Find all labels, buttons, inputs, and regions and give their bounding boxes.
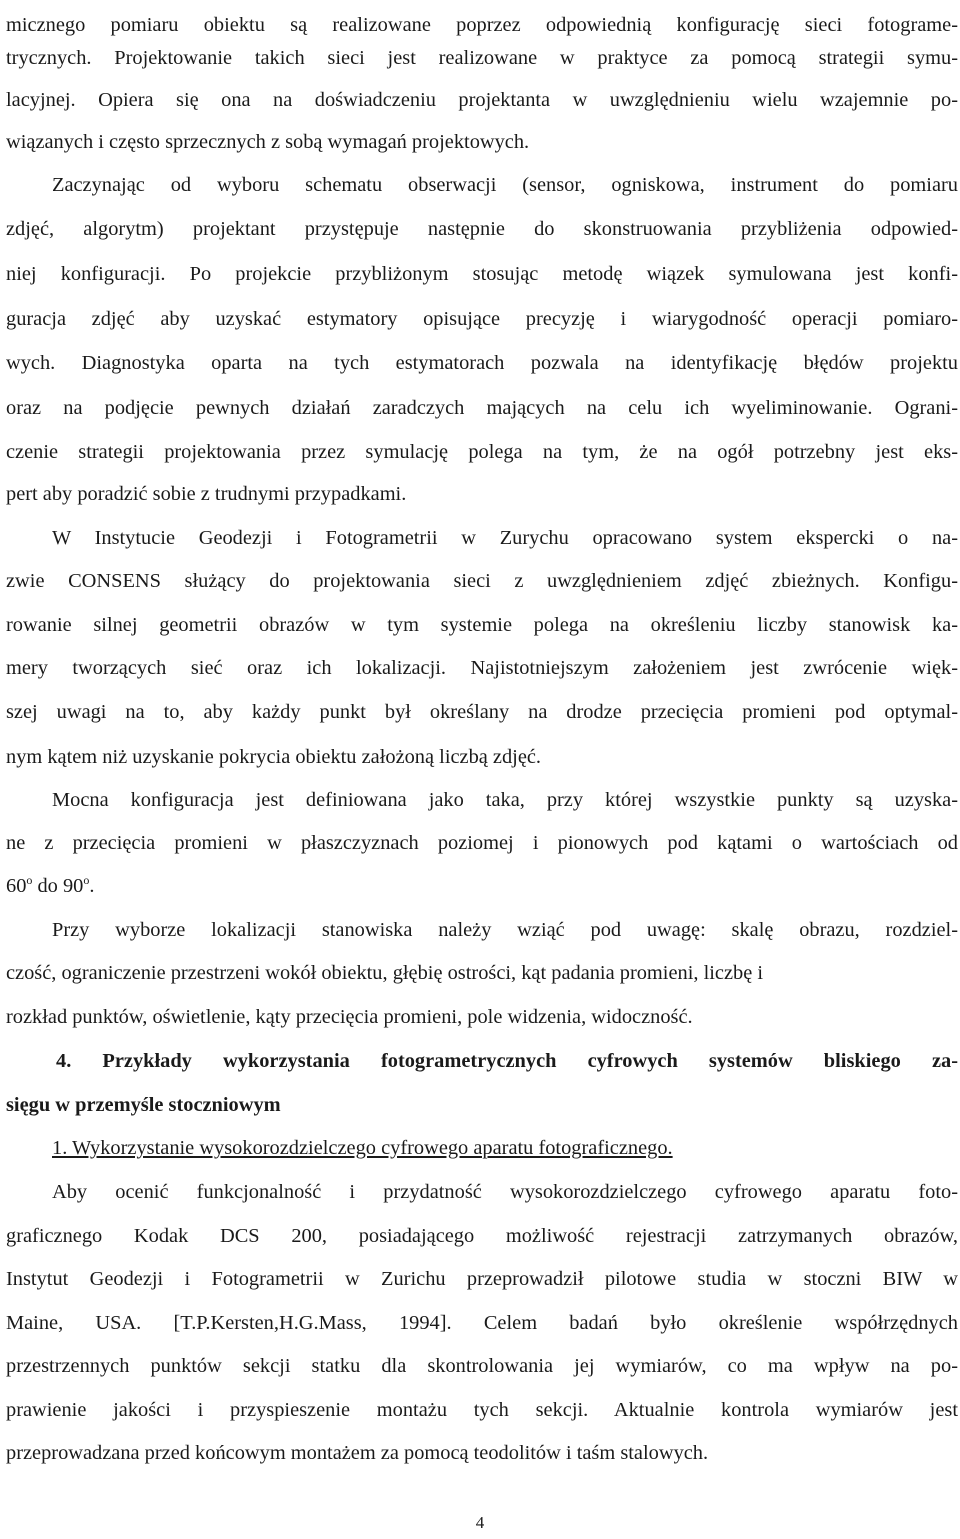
section-heading: 4. Przykłady wykorzystania fotogrametrycznych cyfrowych systemów bliskiego za- (56, 1050, 958, 1072)
text-line: zdjęć, algorytm) projektant przystępuje następnie do skonstruowania przybliżenia odpowied- (6, 218, 958, 240)
text-line: lacyjnej. Opiera się ona na doświadczeniu projektanta w uwzględnieniu wielu wzajemnie po- (6, 89, 958, 111)
angle-end: . (89, 875, 95, 897)
angle-line (6, 865, 958, 907)
text-line: niej konfiguracji. Po projekcie przybliżonym stosując metodę wiązek symulowana jest konfi- (6, 263, 958, 285)
text-line: czość, ograniczenie przestrzeni wokół obiektu, głębię ostrości, kąt padania promieni, liczbę i (6, 962, 764, 984)
text-line: Zaczynając od wyboru schematu obserwacji (sensor, ogniskowa, instrument do pomiaru (52, 174, 958, 196)
text-line: wych. Diagnostyka oparta na tych estymatorach pozwala na identyfikację błędów projektu (6, 352, 958, 374)
text-line: trycznych. Projektowanie takich sieci jest realizowane w praktyce za pomocą strategii symu- (6, 47, 958, 69)
text-line: wiązanych i często sprzecznych z sobą wymagań projektowych. (6, 131, 530, 153)
text-line: graficznego Kodak DCS 200, posiadającego możliwość rejestracji zatrzymanych obrazów, (6, 1225, 958, 1247)
angle-value-1: 60 (6, 875, 27, 897)
angle-connector: do (32, 875, 63, 897)
text-line: rowanie silnej geometrii obrazów w tym systemie polega na określeniu liczby stanowisk ka- (6, 614, 958, 636)
text-line: zwie CONSENS służący do projektowania sieci z uwzględnieniem zdjęć zbieżnych. Konfigu- (6, 570, 958, 592)
text-line: szej uwagi na to, aby każdy punkt był określany na drodze przecięcia promieni pod optymal- (6, 701, 958, 723)
text-line: Przy wyborze lokalizacji stanowiska należy wziąć pod uwagę: skalę obrazu, rozdziel- (52, 919, 958, 941)
angle-value-2: 90 (62, 875, 84, 897)
text-line: Aby ocenić funkcjonalność i przydatność wysokorozdzielczego cyfrowego aparatu foto- (52, 1181, 958, 1203)
text-line: Mocna konfiguracja jest definiowana jako taka, przy której wszystkie punkty są uzyska- (52, 789, 958, 811)
text-line: przeprowadzana przed końcowym montażem za pomocą teodolitów i taśm stalowych. (6, 1442, 709, 1464)
text-line: rozkład punktów, oświetlenie, kąty przecięcia promieni, pole widzenia, widoczność. (6, 1006, 693, 1028)
text-line: mery tworzących sieć oraz ich lokalizacji. Najistotniejszym założeniem jest zwrócenie więk- (6, 657, 958, 679)
text-line: czenie strategii projektowania przez symulację polega na tym, że na ogół potrzebny jest eks- (6, 441, 958, 463)
text-line: prawienie jakości i przyspieszenie montażu tych sekcji. Aktualnie kontrola wymiarów jest (6, 1399, 958, 1421)
text-line: pert aby poradzić sobie z trudnymi przypadkami. (6, 483, 407, 505)
degree-mark: o (83, 873, 90, 887)
text-line: ne z przecięcia promieni w płaszczyznach poziomej i pionowych pod kątami o wartościach od (6, 832, 958, 854)
text-line: Maine, USA. [T.P.Kersten,H.G.Mass, 1994]. Celem badań było określenie współrzędnych (6, 1312, 958, 1334)
text-line: nym kątem niż uzyskanie pokrycia obiektu założoną liczbą zdjęć. (6, 746, 542, 768)
degree-mark: o (26, 873, 33, 887)
page-number: 4 (475, 1513, 485, 1532)
text-line: oraz na podjęcie pewnych działań zaradczych mających na celu ich wyeliminowanie. Ograni- (6, 397, 958, 419)
subsection-heading (6, 1127, 958, 1169)
text-line: guracja zdjęć aby uzyskać estymatory opisujące precyzję i wiarygodność operacji pomiaro- (6, 308, 958, 330)
text-line: micznego pomiaru obiektu są realizowane poprzez odpowiednią konfigurację sieci fotograme- (6, 14, 958, 36)
text-line: W Instytucie Geodezji i Fotogrametrii w Zurychu opracowano system ekspercki o na- (52, 527, 958, 549)
subsection-heading-text: 1. Wykorzystanie wysokorozdzielczego cyfrowego aparatu fotograficznego. (52, 1137, 673, 1159)
text-line: przestrzennych punktów sekcji statku dla skontrolowania jej wymiarów, co ma wpływ na po- (6, 1355, 958, 1377)
text-line: Instytut Geodezji i Fotogrametrii w Zurichu przeprowadził pilotowe studia w stoczni BIW w (6, 1268, 958, 1290)
section-heading-cont: sięgu w przemyśle stoczniowym (6, 1094, 281, 1116)
